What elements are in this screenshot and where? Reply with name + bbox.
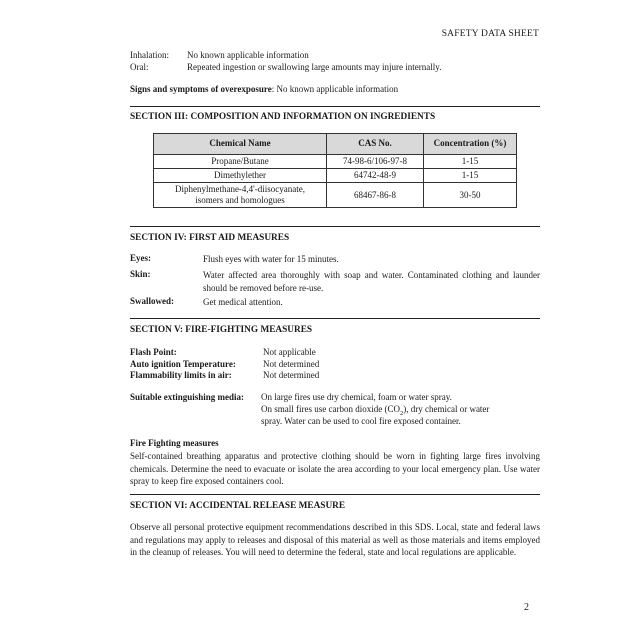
auto-ignition-label: Auto ignition Temperature: (130, 359, 236, 369)
skin-label: Skin: (130, 269, 151, 279)
flammability-label: Flammability limits in air: (130, 370, 232, 380)
accidental-release-text: Observe all personal protective equipment recommendations described in this SDS. Local, state and federal laws and regulations may apply to releases and disposal of this material as well as those materials and items employed in the cleanup of releases. You will need to determine the federal, state and local regulations are applicable. (130, 522, 540, 557)
table-row (154, 183, 517, 208)
section-3-title: SECTION III: COMPOSITION AND INFORMATION ON INGREDIENTS (130, 112, 436, 122)
column-header-chemical-name: Chemical Name (154, 134, 327, 155)
extinguishing-media-line-1: On large fires use dry chemical, foam or water spray. (261, 392, 452, 402)
media-line-2-post: ), dry chemical or water (403, 404, 490, 414)
inhalation-row (130, 50, 309, 62)
section-divider (130, 106, 540, 107)
flash-point-label: Flash Point: (130, 347, 177, 357)
extinguishing-media-label: Suitable extinguishing media: (130, 392, 245, 402)
eyes-text: Flush eyes with water for 15 minutes. (203, 254, 339, 264)
chemical-name-line-2: isomers and homologues (195, 195, 285, 205)
oral-row (130, 62, 441, 74)
table-row (154, 169, 517, 183)
chemical-name-cell: Dimethylether (154, 169, 327, 183)
extinguishing-media-line-3: spray. Water can be used to cool fire exposed container. (261, 416, 461, 426)
concentration-cell: 30-50 (424, 183, 517, 208)
cas-cell: 68467-86-8 (327, 183, 424, 208)
concentration-cell: 1-15 (424, 155, 517, 169)
media-line-2-pre: On small fires use carbon dioxide (CO (261, 404, 400, 414)
oral-text: Repeated ingestion or swallowing large amounts may injure internally. (187, 62, 442, 72)
oral-label: Oral: (130, 62, 149, 72)
media-line-2-sub: 2 (399, 409, 404, 417)
eyes-label: Eyes: (130, 253, 151, 263)
flash-point-value: Not applicable (263, 347, 316, 357)
page-number: 2 (524, 602, 529, 613)
signs-text: : No known applicable information (271, 84, 399, 94)
inhalation-text: No known applicable information (187, 50, 309, 60)
cas-cell: 64742-48-9 (327, 169, 424, 183)
chemical-name-line-1: Diphenylmethane-4,4'-diisocyanate, (174, 184, 306, 194)
signs-row (130, 84, 398, 96)
section-divider (130, 494, 540, 495)
table-header-row (154, 134, 517, 155)
cas-cell: 74-98-6/106-97-8 (327, 155, 424, 169)
section-6-title: SECTION VI: ACCIDENTAL RELEASE MEASURE (130, 501, 346, 511)
concentration-cell: 1-15 (424, 169, 517, 183)
chemical-name-cell: Propane/Butane (154, 155, 327, 169)
document-header-title: SAFETY DATA SHEET (441, 29, 539, 39)
fire-fighting-measures-title: Fire Fighting measures (130, 438, 219, 448)
section-divider (130, 318, 540, 319)
section-4-title: SECTION IV: FIRST AID MEASURES (130, 233, 290, 243)
column-header-concentration: Concentration (%) (424, 134, 517, 155)
composition-table (153, 133, 517, 208)
section-5-title: SECTION V: FIRE-FIGHTING MEASURES (130, 325, 313, 335)
swallowed-text: Get medical attention. (203, 297, 283, 307)
skin-text: Water affected area thoroughly with soap and water. Contaminated clothing and launder should be removed before re-use. (203, 270, 540, 293)
flammability-value: Not determined (263, 370, 320, 380)
signs-label: Signs and symptoms of overexposure (130, 84, 272, 94)
inhalation-label: Inhalation: (130, 50, 169, 60)
auto-ignition-value: Not determined (263, 359, 320, 369)
swallowed-label: Swallowed: (130, 296, 175, 306)
column-header-cas-no: CAS No. (327, 134, 424, 155)
chemical-name-cell (154, 183, 327, 208)
section-divider (130, 226, 540, 227)
table-row (154, 155, 517, 169)
fire-fighting-measures-text: Self-contained breathing apparatus and protective clothing should be worn in fighting large fires involving chemicals. Determine the need to evacuate or isolate the area according to your local emergency plan. Use water spray to keep fire exposed containers cool. (130, 451, 540, 486)
